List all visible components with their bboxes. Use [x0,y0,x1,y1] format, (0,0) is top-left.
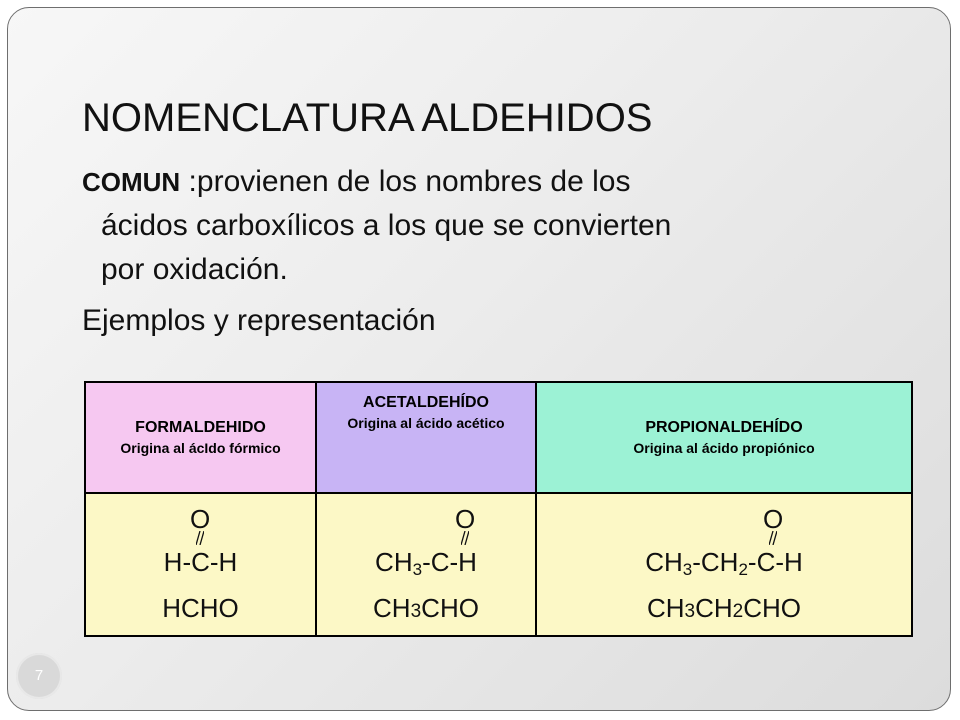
slide-title: NOMENCLATURA ALDEHIDOS [82,96,653,140]
oxygen-atom: O [190,504,211,534]
page-number-badge: 7 [16,653,62,699]
double-bond-icon [196,531,204,545]
structural-formula: H-C-H [163,547,238,577]
intro-text-3: por oxidación. [101,253,288,286]
formula-cell-acetaldehido [316,493,536,636]
table-header-row [85,382,912,493]
header-name: PROPIONALDEHÍDO [645,419,803,436]
header-origin: Origina al ácido propiónico [633,440,815,456]
header-origin: Origina al ácido acético [347,415,505,431]
structural-formula: $CH_3-C-H$ [375,547,477,579]
condensed-formula: CH3CH2CHO [646,593,802,623]
intro-paragraph [82,160,880,292]
table-formula-row [85,493,912,636]
formula-cell-propionaldehido [536,493,912,636]
condensed-formula: CH3CHO [373,593,479,623]
header-acetaldehido [316,382,536,493]
double-bond-icon [769,531,777,545]
intro-lead: COMUN [82,167,181,197]
intro-text-1: :provienen de los nombres de los [180,165,631,198]
header-origin: Origina al ácIdo fórmico [120,440,281,456]
double-bond-icon [461,531,469,545]
aldehydes-table [84,381,913,637]
condensed-formula: HCHO [162,593,239,623]
structural-formula: $CH_3-CH_2-C-H$ [645,547,803,579]
examples-heading: Ejemplos y representación [82,304,436,337]
intro-text-2: ácidos carboxílicos a los que se convierten [101,209,672,242]
oxygen-atom: O [763,504,784,534]
header-name: FORMALDEHIDO [135,419,266,436]
header-name: ACETALDEHÍDO [363,394,489,411]
formula-cell-formaldehido [85,493,316,636]
oxygen-atom: O [455,504,476,534]
header-formaldehido [85,382,316,493]
header-propionaldehido [536,382,912,493]
